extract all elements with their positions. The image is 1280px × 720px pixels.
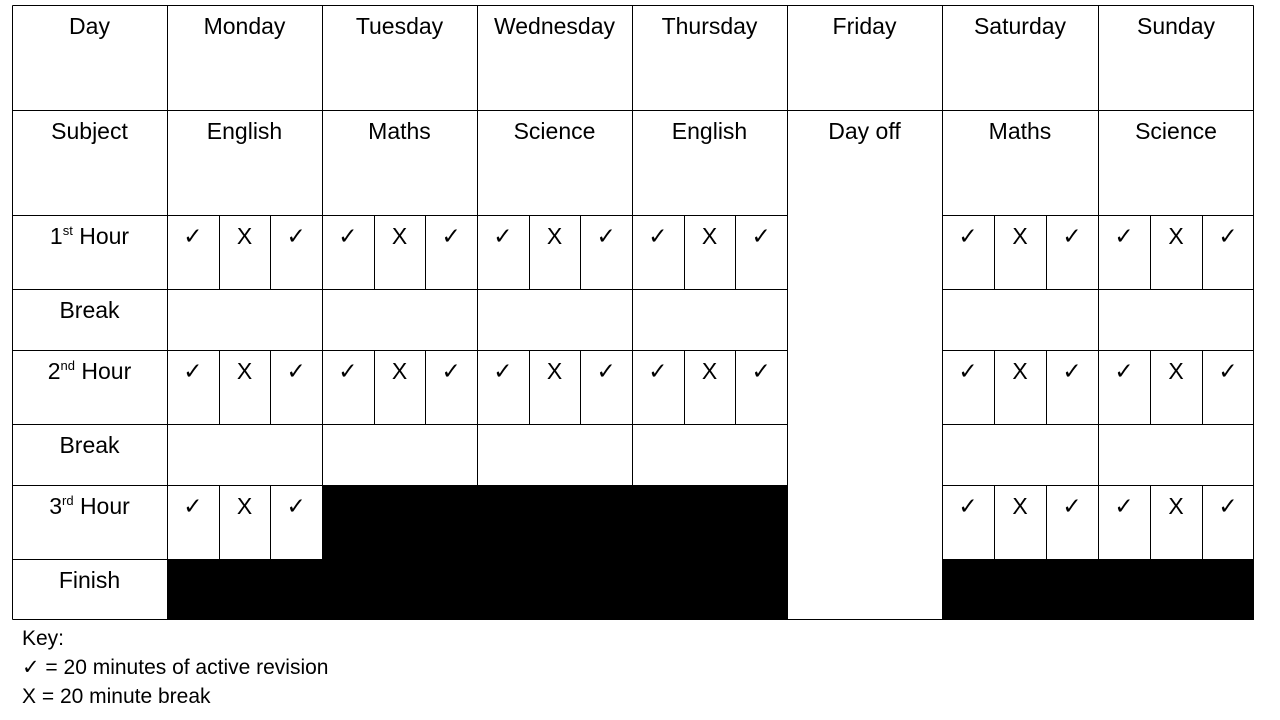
day-header-label: Day xyxy=(69,13,110,39)
row-label-finish: Finish xyxy=(58,567,121,593)
day-saturday: Saturday xyxy=(973,13,1067,39)
break-x-mark: X xyxy=(546,358,563,384)
revision-tick-mark: ✓ xyxy=(958,493,978,519)
revision-tick-mark: ✓ xyxy=(1218,358,1238,384)
day-sunday: Sunday xyxy=(1136,13,1215,39)
row-label-first-break: Break xyxy=(59,297,120,323)
revision-tick-mark: ✓ xyxy=(596,358,616,384)
row-label-first-hour: 1st Hour xyxy=(49,223,130,249)
break-x-mark: X xyxy=(1168,493,1184,519)
subject-tuesday: Maths xyxy=(368,118,431,144)
revision-tick-mark: ✓ xyxy=(493,358,513,384)
blocked-third-hour-thursday xyxy=(632,485,787,559)
day-friday: Friday xyxy=(832,13,897,39)
break-x-mark: X xyxy=(1012,493,1028,519)
revision-tick-mark: ✓ xyxy=(958,358,978,384)
blocked-finish-wednesday xyxy=(477,559,632,620)
row-label-third-hour: 3rd Hour xyxy=(49,493,130,519)
break-x-mark: X xyxy=(1012,358,1028,384)
subject-monday: English xyxy=(206,118,283,144)
row-label-second-break: Break xyxy=(59,432,120,458)
break-x-mark: X xyxy=(391,223,408,249)
blocked-finish-tuesday xyxy=(322,559,477,620)
revision-tick-mark: ✓ xyxy=(183,223,203,249)
revision-tick-mark: ✓ xyxy=(441,223,461,249)
revision-tick-mark: ✓ xyxy=(648,358,668,384)
revision-tick-mark: ✓ xyxy=(1062,223,1082,249)
revision-tick-mark: ✓ xyxy=(596,223,616,249)
revision-tick-mark: ✓ xyxy=(183,493,203,519)
day-wednesday: Wednesday xyxy=(493,13,616,39)
subject-thursday: English xyxy=(671,118,748,144)
revision-tick-mark: ✓ xyxy=(648,223,668,249)
day-thursday: Thursday xyxy=(661,13,758,39)
break-x-mark: X xyxy=(1168,223,1184,249)
blocked-third-hour-tuesday xyxy=(322,485,477,559)
break-x-mark: X xyxy=(236,223,253,249)
key-legend xyxy=(22,624,329,711)
revision-tick-mark: ✓ xyxy=(1218,493,1238,519)
revision-tick-mark: ✓ xyxy=(1218,223,1238,249)
subject-header-label: Subject xyxy=(51,118,128,144)
break-x-mark: X xyxy=(1012,223,1028,249)
blocked-finish-thursday xyxy=(632,559,787,620)
blocked-finish-sunday xyxy=(1098,559,1254,620)
revision-tick-mark: ✓ xyxy=(1114,493,1134,519)
break-x-mark: X xyxy=(701,223,718,249)
day-monday: Monday xyxy=(203,13,286,39)
revision-tick-mark: ✓ xyxy=(493,223,513,249)
break-x-mark: X xyxy=(236,358,253,384)
revision-tick-mark: ✓ xyxy=(1114,223,1134,249)
revision-tick-mark: ✓ xyxy=(958,223,978,249)
blocked-third-hour-wednesday xyxy=(477,485,632,559)
break-x-mark: X xyxy=(236,493,253,519)
key-break-line: X = 20 minute break xyxy=(22,685,211,708)
revision-tick-mark: ✓ xyxy=(338,358,358,384)
break-x-mark: X xyxy=(701,358,718,384)
break-x-mark: X xyxy=(1168,358,1184,384)
break-x-mark: X xyxy=(391,358,408,384)
revision-tick-mark: ✓ xyxy=(441,358,461,384)
revision-tick-mark: ✓ xyxy=(751,223,771,249)
row-label-second-hour: 2nd Hour xyxy=(47,358,132,384)
day-tuesday: Tuesday xyxy=(355,13,444,39)
revision-tick-mark: ✓ xyxy=(183,358,203,384)
revision-tick-mark: ✓ xyxy=(338,223,358,249)
revision-tick-mark: ✓ xyxy=(286,493,306,519)
blocked-finish-saturday xyxy=(942,559,1098,620)
key-title: Key: xyxy=(22,627,65,650)
revision-tick-mark: ✓ xyxy=(1062,493,1082,519)
subject-wednesday: Science xyxy=(513,118,596,144)
subject-sunday: Science xyxy=(1135,118,1217,144)
subject-saturday: Maths xyxy=(988,118,1052,144)
revision-tick-mark: ✓ xyxy=(751,358,771,384)
revision-tick-mark: ✓ xyxy=(286,358,306,384)
revision-timetable xyxy=(12,5,1254,620)
subject-friday: Day off xyxy=(828,118,901,144)
revision-tick-mark: ✓ xyxy=(286,223,306,249)
blocked-finish-monday xyxy=(167,559,322,620)
break-x-mark: X xyxy=(546,223,563,249)
revision-tick-mark: ✓ xyxy=(1114,358,1134,384)
key-revision-line: ✓ = 20 minutes of active revision xyxy=(22,656,329,679)
revision-tick-mark: ✓ xyxy=(1062,358,1082,384)
